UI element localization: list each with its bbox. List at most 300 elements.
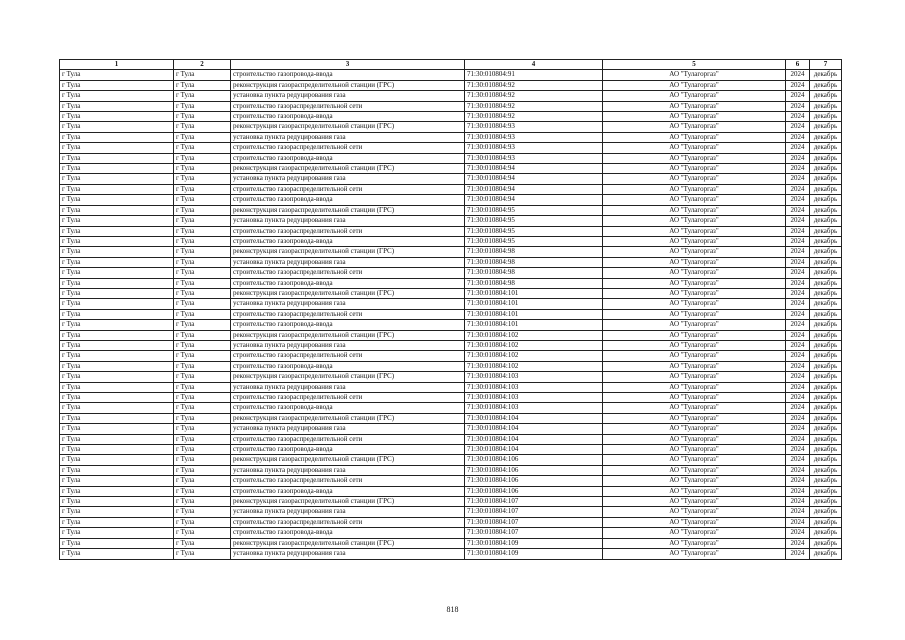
cell-cadastral-number: 71:30:010804:106 [465,476,603,486]
table-row [60,122,842,132]
table-row [60,195,842,205]
cell-settlement: г Тула [174,455,231,465]
table-row [60,351,842,361]
cell-work-type: строительство газопровода-ввода [231,445,465,455]
cell-municipality: г Тула [60,132,174,142]
cell-organization: АО "Тулагоргаз" [603,247,786,257]
table-row [60,153,842,163]
cell-municipality: г Тула [60,528,174,538]
cell-year: 2024 [786,174,810,184]
cell-cadastral-number: 71:30:010804:106 [465,465,603,475]
column-header-3: 3 [231,60,465,70]
cell-settlement: г Тула [174,278,231,288]
table-row [60,184,842,194]
cell-month: декабрь [810,320,842,330]
cell-cadastral-number: 71:30:010804:106 [465,455,603,465]
cell-municipality: г Тула [60,424,174,434]
cell-settlement: г Тула [174,91,231,101]
cell-settlement: г Тула [174,476,231,486]
table-row [60,101,842,111]
cell-month: декабрь [810,361,842,371]
cell-cadastral-number: 71:30:010804:102 [465,351,603,361]
cell-organization: АО "Тулагоргаз" [603,184,786,194]
cell-municipality: г Тула [60,351,174,361]
cell-municipality: г Тула [60,445,174,455]
cell-work-type: строительство газопровода-ввода [231,153,465,163]
cell-work-type: строительство газораспределительной сети [231,351,465,361]
table-row [60,236,842,246]
column-header-1: 1 [60,60,174,70]
cell-work-type: установка пункта редуцирования газа [231,299,465,309]
cell-municipality: г Тула [60,91,174,101]
column-header-6: 6 [786,60,810,70]
cell-settlement: г Тула [174,112,231,122]
table-row [60,112,842,122]
cell-municipality: г Тула [60,122,174,132]
cell-work-type: строительство газораспределительной сети [231,268,465,278]
cell-municipality: г Тула [60,413,174,423]
cell-cadastral-number: 71:30:010804:94 [465,184,603,194]
cell-municipality: г Тула [60,434,174,444]
cell-organization: АО "Тулагоргаз" [603,424,786,434]
cell-year: 2024 [786,528,810,538]
cell-work-type: установка пункта редуцирования газа [231,340,465,350]
cell-municipality: г Тула [60,80,174,90]
cell-year: 2024 [786,517,810,527]
table-row [60,455,842,465]
cell-month: декабрь [810,174,842,184]
cell-organization: АО "Тулагоргаз" [603,476,786,486]
cell-municipality: г Тула [60,164,174,174]
cell-organization: АО "Тулагоргаз" [603,91,786,101]
cell-work-type: реконструкция газораспределительной станции (ГРС) [231,497,465,507]
cell-municipality: г Тула [60,320,174,330]
cell-municipality: г Тула [60,143,174,153]
cell-work-type: строительство газопровода-ввода [231,278,465,288]
cell-municipality: г Тула [60,382,174,392]
cell-settlement: г Тула [174,413,231,423]
cell-month: декабрь [810,101,842,111]
table-row [60,143,842,153]
cell-cadastral-number: 71:30:010804:98 [465,278,603,288]
cell-settlement: г Тула [174,70,231,80]
cell-organization: АО "Тулагоргаз" [603,445,786,455]
cell-work-type: строительство газопровода-ввода [231,320,465,330]
table-row [60,132,842,142]
cell-organization: АО "Тулагоргаз" [603,517,786,527]
table-row [60,486,842,496]
cell-organization: АО "Тулагоргаз" [603,434,786,444]
cell-settlement: г Тула [174,382,231,392]
cell-work-type: строительство газопровода-ввода [231,112,465,122]
cell-municipality: г Тула [60,372,174,382]
table-row [60,309,842,319]
cell-work-type: установка пункта редуцирования газа [231,91,465,101]
cell-municipality: г Тула [60,174,174,184]
cell-municipality: г Тула [60,288,174,298]
cell-organization: АО "Тулагоргаз" [603,143,786,153]
cell-municipality: г Тула [60,309,174,319]
cell-municipality: г Тула [60,507,174,517]
cell-work-type: реконструкция газораспределительной станции (ГРС) [231,372,465,382]
cell-work-type: установка пункта редуцирования газа [231,382,465,392]
table-row [60,403,842,413]
cell-municipality: г Тула [60,299,174,309]
cell-municipality: г Тула [60,101,174,111]
cell-work-type: реконструкция газораспределительной станции (ГРС) [231,288,465,298]
cell-organization: АО "Тулагоргаз" [603,351,786,361]
cell-month: декабрь [810,132,842,142]
column-header-4: 4 [465,60,603,70]
cell-cadastral-number: 71:30:010804:109 [465,538,603,548]
cell-cadastral-number: 71:30:010804:106 [465,486,603,496]
cell-settlement: г Тула [174,309,231,319]
cell-organization: АО "Тулагоргаз" [603,330,786,340]
table-row [60,517,842,527]
table-row [60,361,842,371]
table-body [60,70,842,559]
cell-month: декабрь [810,351,842,361]
cell-work-type: реконструкция газораспределительной станции (ГРС) [231,455,465,465]
cell-cadastral-number: 71:30:010804:98 [465,268,603,278]
cell-settlement: г Тула [174,164,231,174]
cell-year: 2024 [786,91,810,101]
cell-month: декабрь [810,486,842,496]
cell-work-type: установка пункта редуцирования газа [231,549,465,559]
table-row [60,216,842,226]
cell-month: декабрь [810,70,842,80]
cell-month: декабрь [810,445,842,455]
cell-settlement: г Тула [174,424,231,434]
cell-settlement: г Тула [174,80,231,90]
cell-municipality: г Тула [60,257,174,267]
cell-work-type: реконструкция газораспределительной станции (ГРС) [231,205,465,215]
cell-work-type: строительство газопровода-ввода [231,236,465,246]
cell-cadastral-number: 71:30:010804:104 [465,424,603,434]
cell-municipality: г Тула [60,476,174,486]
table-row [60,174,842,184]
cell-settlement: г Тула [174,216,231,226]
cell-month: декабрь [810,236,842,246]
cell-year: 2024 [786,507,810,517]
cell-year: 2024 [786,216,810,226]
cell-organization: АО "Тулагоргаз" [603,455,786,465]
cell-month: декабрь [810,413,842,423]
cell-work-type: установка пункта редуцирования газа [231,174,465,184]
cell-municipality: г Тула [60,268,174,278]
table-header-row [60,60,842,70]
table-row [60,528,842,538]
cell-municipality: г Тула [60,247,174,257]
cell-year: 2024 [786,549,810,559]
cell-organization: АО "Тулагоргаз" [603,70,786,80]
page-number: 818 [446,605,459,614]
cell-year: 2024 [786,299,810,309]
cell-year: 2024 [786,486,810,496]
cell-settlement: г Тула [174,372,231,382]
cell-organization: АО "Тулагоргаз" [603,80,786,90]
cell-year: 2024 [786,320,810,330]
cell-municipality: г Тула [60,549,174,559]
cell-month: декабрь [810,309,842,319]
cell-settlement: г Тула [174,226,231,236]
cell-municipality: г Тула [60,153,174,163]
cell-year: 2024 [786,80,810,90]
cell-settlement: г Тула [174,528,231,538]
cell-municipality: г Тула [60,195,174,205]
cell-settlement: г Тула [174,434,231,444]
cell-work-type: строительство газораспределительной сети [231,393,465,403]
cell-year: 2024 [786,164,810,174]
cell-municipality: г Тула [60,216,174,226]
table-row [60,549,842,559]
cell-year: 2024 [786,455,810,465]
cell-settlement: г Тула [174,465,231,475]
cell-cadastral-number: 71:30:010804:98 [465,257,603,267]
table-row [60,413,842,423]
cell-settlement: г Тула [174,330,231,340]
cell-settlement: г Тула [174,268,231,278]
cell-municipality: г Тула [60,486,174,496]
cell-year: 2024 [786,143,810,153]
cell-year: 2024 [786,309,810,319]
cell-month: декабрь [810,372,842,382]
cell-municipality: г Тула [60,70,174,80]
cell-work-type: установка пункта редуцирования газа [231,216,465,226]
table-row [60,424,842,434]
cell-month: декабрь [810,424,842,434]
cell-month: декабрь [810,497,842,507]
table-row [60,164,842,174]
cell-cadastral-number: 71:30:010804:92 [465,112,603,122]
cell-organization: АО "Тулагоргаз" [603,393,786,403]
cell-organization: АО "Тулагоргаз" [603,153,786,163]
cell-month: декабрь [810,247,842,257]
cell-year: 2024 [786,184,810,194]
cell-work-type: строительство газопровода-ввода [231,195,465,205]
cell-year: 2024 [786,340,810,350]
table-row [60,476,842,486]
cell-organization: АО "Тулагоргаз" [603,174,786,184]
cell-work-type: строительство газопровода-ввода [231,70,465,80]
cell-organization: АО "Тулагоргаз" [603,528,786,538]
column-header-2: 2 [174,60,231,70]
cell-settlement: г Тула [174,497,231,507]
cell-organization: АО "Тулагоргаз" [603,382,786,392]
cell-work-type: установка пункта редуцирования газа [231,507,465,517]
cell-work-type: реконструкция газораспределительной станции (ГРС) [231,80,465,90]
cell-year: 2024 [786,382,810,392]
cell-organization: АО "Тулагоргаз" [603,413,786,423]
cell-settlement: г Тула [174,549,231,559]
table-row [60,340,842,350]
table-row [60,382,842,392]
cell-month: декабрь [810,268,842,278]
cell-month: декабрь [810,403,842,413]
cell-organization: АО "Тулагоргаз" [603,361,786,371]
cell-month: декабрь [810,216,842,226]
data-table [59,59,842,560]
cell-work-type: реконструкция газораспределительной станции (ГРС) [231,413,465,423]
table-row [60,445,842,455]
cell-year: 2024 [786,112,810,122]
cell-cadastral-number: 71:30:010804:92 [465,91,603,101]
cell-settlement: г Тула [174,174,231,184]
cell-cadastral-number: 71:30:010804:103 [465,403,603,413]
cell-organization: АО "Тулагоргаз" [603,164,786,174]
table-row [60,434,842,444]
cell-year: 2024 [786,372,810,382]
table-row [60,507,842,517]
cell-year: 2024 [786,403,810,413]
cell-cadastral-number: 71:30:010804:95 [465,216,603,226]
cell-year: 2024 [786,538,810,548]
cell-settlement: г Тула [174,517,231,527]
cell-organization: АО "Тулагоргаз" [603,549,786,559]
table-row [60,70,842,80]
cell-year: 2024 [786,205,810,215]
cell-settlement: г Тула [174,403,231,413]
cell-cadastral-number: 71:30:010804:93 [465,153,603,163]
cell-year: 2024 [786,70,810,80]
cell-settlement: г Тула [174,122,231,132]
cell-cadastral-number: 71:30:010804:95 [465,205,603,215]
cell-municipality: г Тула [60,340,174,350]
cell-settlement: г Тула [174,153,231,163]
column-header-7: 7 [810,60,842,70]
cell-month: декабрь [810,195,842,205]
cell-organization: АО "Тулагоргаз" [603,372,786,382]
cell-month: декабрь [810,330,842,340]
cell-year: 2024 [786,424,810,434]
cell-municipality: г Тула [60,361,174,371]
cell-work-type: строительство газопровода-ввода [231,403,465,413]
cell-cadastral-number: 71:30:010804:101 [465,320,603,330]
cell-settlement: г Тула [174,143,231,153]
cell-work-type: реконструкция газораспределительной станции (ГРС) [231,330,465,340]
cell-month: декабрь [810,226,842,236]
table-row [60,268,842,278]
cell-organization: АО "Тулагоргаз" [603,538,786,548]
table-row [60,320,842,330]
cell-month: декабрь [810,112,842,122]
table-row [60,91,842,101]
cell-year: 2024 [786,330,810,340]
cell-month: декабрь [810,393,842,403]
table-row [60,288,842,298]
cell-organization: АО "Тулагоргаз" [603,101,786,111]
cell-month: декабрь [810,184,842,194]
cell-cadastral-number: 71:30:010804:91 [465,70,603,80]
cell-cadastral-number: 71:30:010804:93 [465,122,603,132]
cell-cadastral-number: 71:30:010804:103 [465,382,603,392]
cell-cadastral-number: 71:30:010804:104 [465,434,603,444]
cell-organization: АО "Тулагоргаз" [603,216,786,226]
cell-municipality: г Тула [60,538,174,548]
cell-organization: АО "Тулагоргаз" [603,465,786,475]
table-row [60,226,842,236]
cell-year: 2024 [786,445,810,455]
cell-organization: АО "Тулагоргаз" [603,257,786,267]
cell-work-type: строительство газораспределительной сети [231,517,465,527]
cell-work-type: установка пункта редуцирования газа [231,424,465,434]
table-row [60,278,842,288]
cell-year: 2024 [786,351,810,361]
cell-organization: АО "Тулагоргаз" [603,299,786,309]
cell-year: 2024 [786,122,810,132]
cell-cadastral-number: 71:30:010804:94 [465,195,603,205]
cell-settlement: г Тула [174,195,231,205]
cell-municipality: г Тула [60,393,174,403]
cell-organization: АО "Тулагоргаз" [603,278,786,288]
cell-cadastral-number: 71:30:010804:107 [465,517,603,527]
cell-cadastral-number: 71:30:010804:101 [465,309,603,319]
cell-month: декабрь [810,382,842,392]
cell-organization: АО "Тулагоргаз" [603,268,786,278]
cell-municipality: г Тула [60,112,174,122]
cell-organization: АО "Тулагоргаз" [603,226,786,236]
cell-cadastral-number: 71:30:010804:104 [465,445,603,455]
table-row [60,497,842,507]
cell-settlement: г Тула [174,132,231,142]
cell-organization: АО "Тулагоргаз" [603,122,786,132]
cell-work-type: реконструкция газораспределительной станции (ГРС) [231,247,465,257]
table-row [60,299,842,309]
cell-month: декабрь [810,476,842,486]
cell-year: 2024 [786,226,810,236]
cell-year: 2024 [786,153,810,163]
cell-cadastral-number: 71:30:010804:109 [465,549,603,559]
cell-month: декабрь [810,549,842,559]
cell-month: декабрь [810,143,842,153]
cell-year: 2024 [786,393,810,403]
cell-year: 2024 [786,247,810,257]
cell-work-type: строительство газораспределительной сети [231,434,465,444]
cell-cadastral-number: 71:30:010804:95 [465,226,603,236]
cell-year: 2024 [786,278,810,288]
cell-settlement: г Тула [174,236,231,246]
cell-cadastral-number: 71:30:010804:101 [465,299,603,309]
cell-month: декабрь [810,538,842,548]
cell-month: декабрь [810,288,842,298]
cell-cadastral-number: 71:30:010804:104 [465,413,603,423]
cell-cadastral-number: 71:30:010804:93 [465,143,603,153]
cell-cadastral-number: 71:30:010804:102 [465,340,603,350]
cell-year: 2024 [786,236,810,246]
cell-work-type: строительство газораспределительной сети [231,226,465,236]
cell-cadastral-number: 71:30:010804:95 [465,236,603,246]
cell-organization: АО "Тулагоргаз" [603,112,786,122]
cell-work-type: установка пункта редуцирования газа [231,132,465,142]
cell-organization: АО "Тулагоргаз" [603,288,786,298]
cell-municipality: г Тула [60,517,174,527]
cell-year: 2024 [786,497,810,507]
cell-work-type: строительство газораспределительной сети [231,143,465,153]
cell-month: декабрь [810,434,842,444]
cell-month: декабрь [810,517,842,527]
cell-work-type: реконструкция газораспределительной станции (ГРС) [231,122,465,132]
cell-work-type: строительство газораспределительной сети [231,101,465,111]
cell-month: декабрь [810,340,842,350]
cell-cadastral-number: 71:30:010804:107 [465,497,603,507]
table-row [60,330,842,340]
cell-organization: АО "Тулагоргаз" [603,205,786,215]
cell-year: 2024 [786,413,810,423]
cell-settlement: г Тула [174,299,231,309]
cell-work-type: строительство газораспределительной сети [231,184,465,194]
table-row [60,247,842,257]
cell-settlement: г Тула [174,247,231,257]
